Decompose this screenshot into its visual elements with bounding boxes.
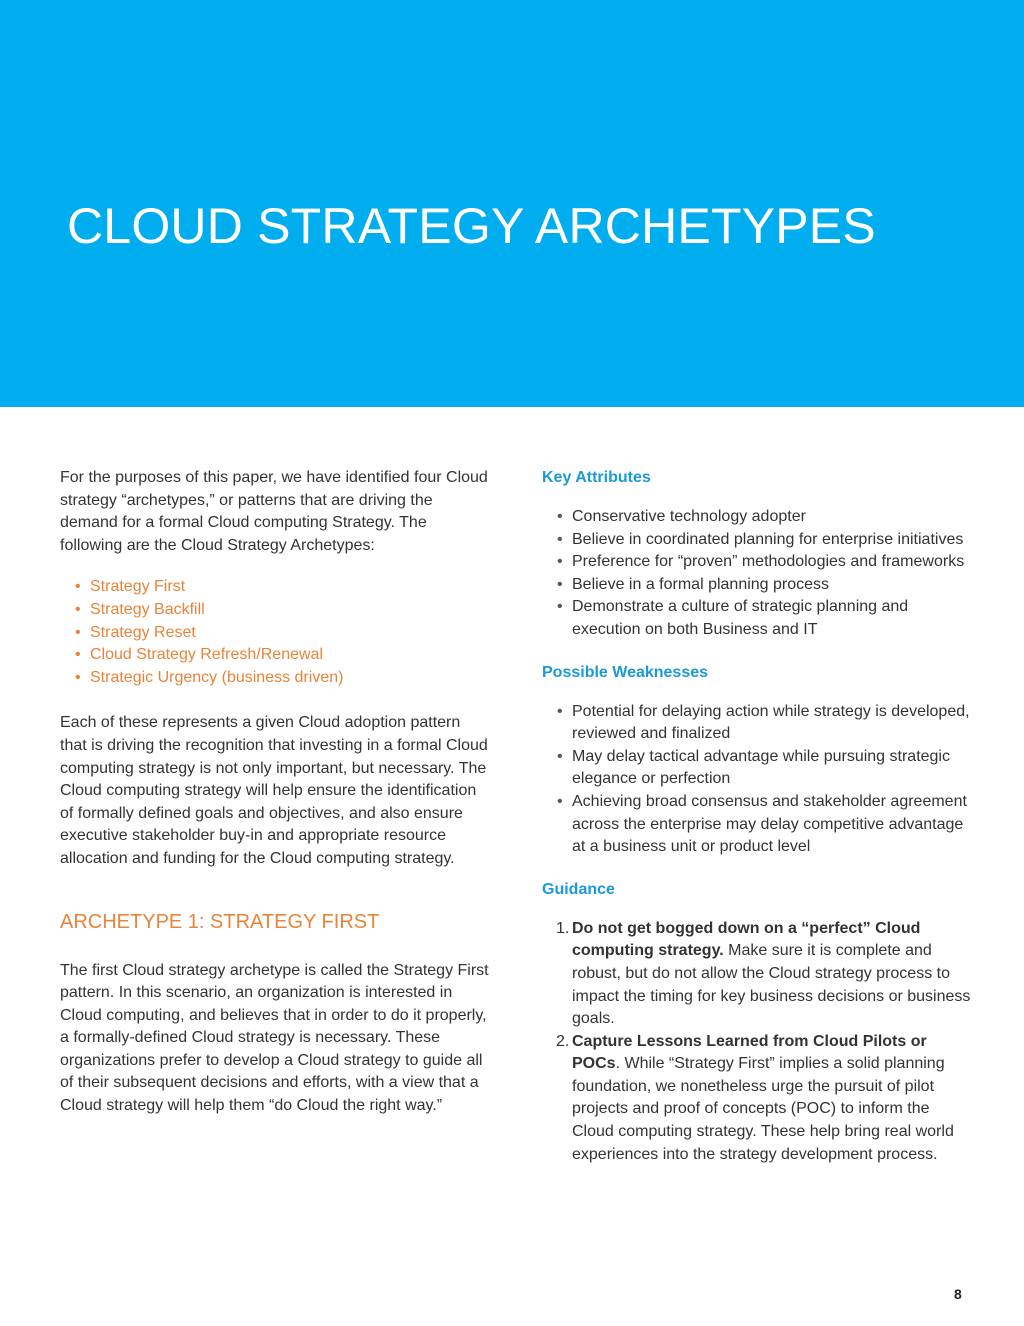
archetype-heading: ARCHETYPE 1: STRATEGY FIRST bbox=[60, 910, 380, 933]
list-number: 2. bbox=[556, 1032, 570, 1050]
right-column bbox=[542, 467, 972, 1166]
adoption-paragraph: Each of these represents a given Cloud adoption pattern that is driving the recognition that investing in a formal Cloud computing strategy is not only important, but necessary. The Cloud computing strategy will help ensure the identification of formally defined goals and objectives, and also ensure executive stakeholder buy-in and appropriate resource allocation and funding for the Cloud computing strategy. bbox=[60, 714, 488, 867]
list-item: • Potential for delaying action while strategy is developed, reviewed and finalized bbox=[542, 701, 972, 746]
guidance-bold-text: Do not get bogged down on a “perfect” Cloud computing strategy. bbox=[572, 919, 921, 960]
strategy-first-paragraph: The first Cloud strategy archetype is called the Strategy First pattern. In this scenario, an organization is interested in Cloud computing, and believes that in order to do it properly, a formally-defined Cloud strategy is necessary. These organizations prefer to develop a Cloud strategy to guide all of their subsequent decisions and efforts, with a view that a Cloud strategy will help them “do Cloud the right way.” bbox=[60, 961, 489, 1115]
list-item: • Achieving broad consensus and stakeholder agreement across the enterprise may delay competitive advantage at a business unit or product level bbox=[542, 791, 972, 859]
archetype-list bbox=[60, 576, 490, 689]
page-number: 8 bbox=[954, 1286, 962, 1302]
key-attributes-list bbox=[542, 506, 972, 642]
possible-weaknesses-heading: Possible Weaknesses bbox=[542, 663, 709, 681]
list-item: • Cloud Strategy Refresh/Renewal bbox=[60, 644, 490, 667]
list-number: 1. bbox=[556, 919, 570, 937]
list-item: • Strategy Backfill bbox=[60, 599, 490, 622]
guidance-list bbox=[542, 918, 972, 1167]
list-item bbox=[542, 918, 972, 1031]
intro-paragraph: For the purposes of this paper, we have identified four Cloud strategy “archetypes,” or patterns that are driving the demand for a formal Cloud computing Strategy. The following are the Cloud Strategy Archetypes: bbox=[60, 469, 488, 554]
guidance-text: . While “Strategy First” implies a solid planning foundation, we nonetheless urge the pursuit of pilot projects and proof of concepts (POC) to inform the Cloud computing strategy. These help bring real world experiences into the strategy development process. bbox=[572, 1055, 954, 1163]
guidance-text: Make sure it is complete and robust, but do not allow the Cloud strategy process to impact the timing for key business decisions or business goals. bbox=[572, 942, 971, 1028]
list-item: • May delay tactical advantage while pursuing strategic elegance or perfection bbox=[542, 746, 972, 791]
list-item: • Conservative technology adopter bbox=[542, 506, 972, 529]
page-title: CLOUD STRATEGY ARCHETYPES bbox=[67, 198, 876, 254]
header-banner bbox=[0, 0, 1024, 407]
guidance-heading: Guidance bbox=[542, 880, 615, 898]
list-item: • Believe in coordinated planning for enterprise initiatives bbox=[542, 529, 972, 552]
list-item: • Believe in a formal planning process bbox=[542, 574, 972, 597]
guidance-bold-text: Capture Lessons Learned from Cloud Pilots or POCs bbox=[572, 1032, 927, 1073]
left-column bbox=[60, 467, 490, 1118]
list-item bbox=[542, 1031, 972, 1167]
key-attributes-heading: Key Attributes bbox=[542, 469, 651, 486]
list-item: • Strategic Urgency (business driven) bbox=[60, 667, 490, 690]
list-item: • Strategy First bbox=[60, 576, 490, 599]
weaknesses-list bbox=[542, 701, 972, 859]
list-item: • Demonstrate a culture of strategic planning and execution on both Business and IT bbox=[542, 596, 972, 641]
list-item: • Strategy Reset bbox=[60, 622, 490, 645]
list-item: • Preference for “proven” methodologies and frameworks bbox=[542, 551, 972, 574]
